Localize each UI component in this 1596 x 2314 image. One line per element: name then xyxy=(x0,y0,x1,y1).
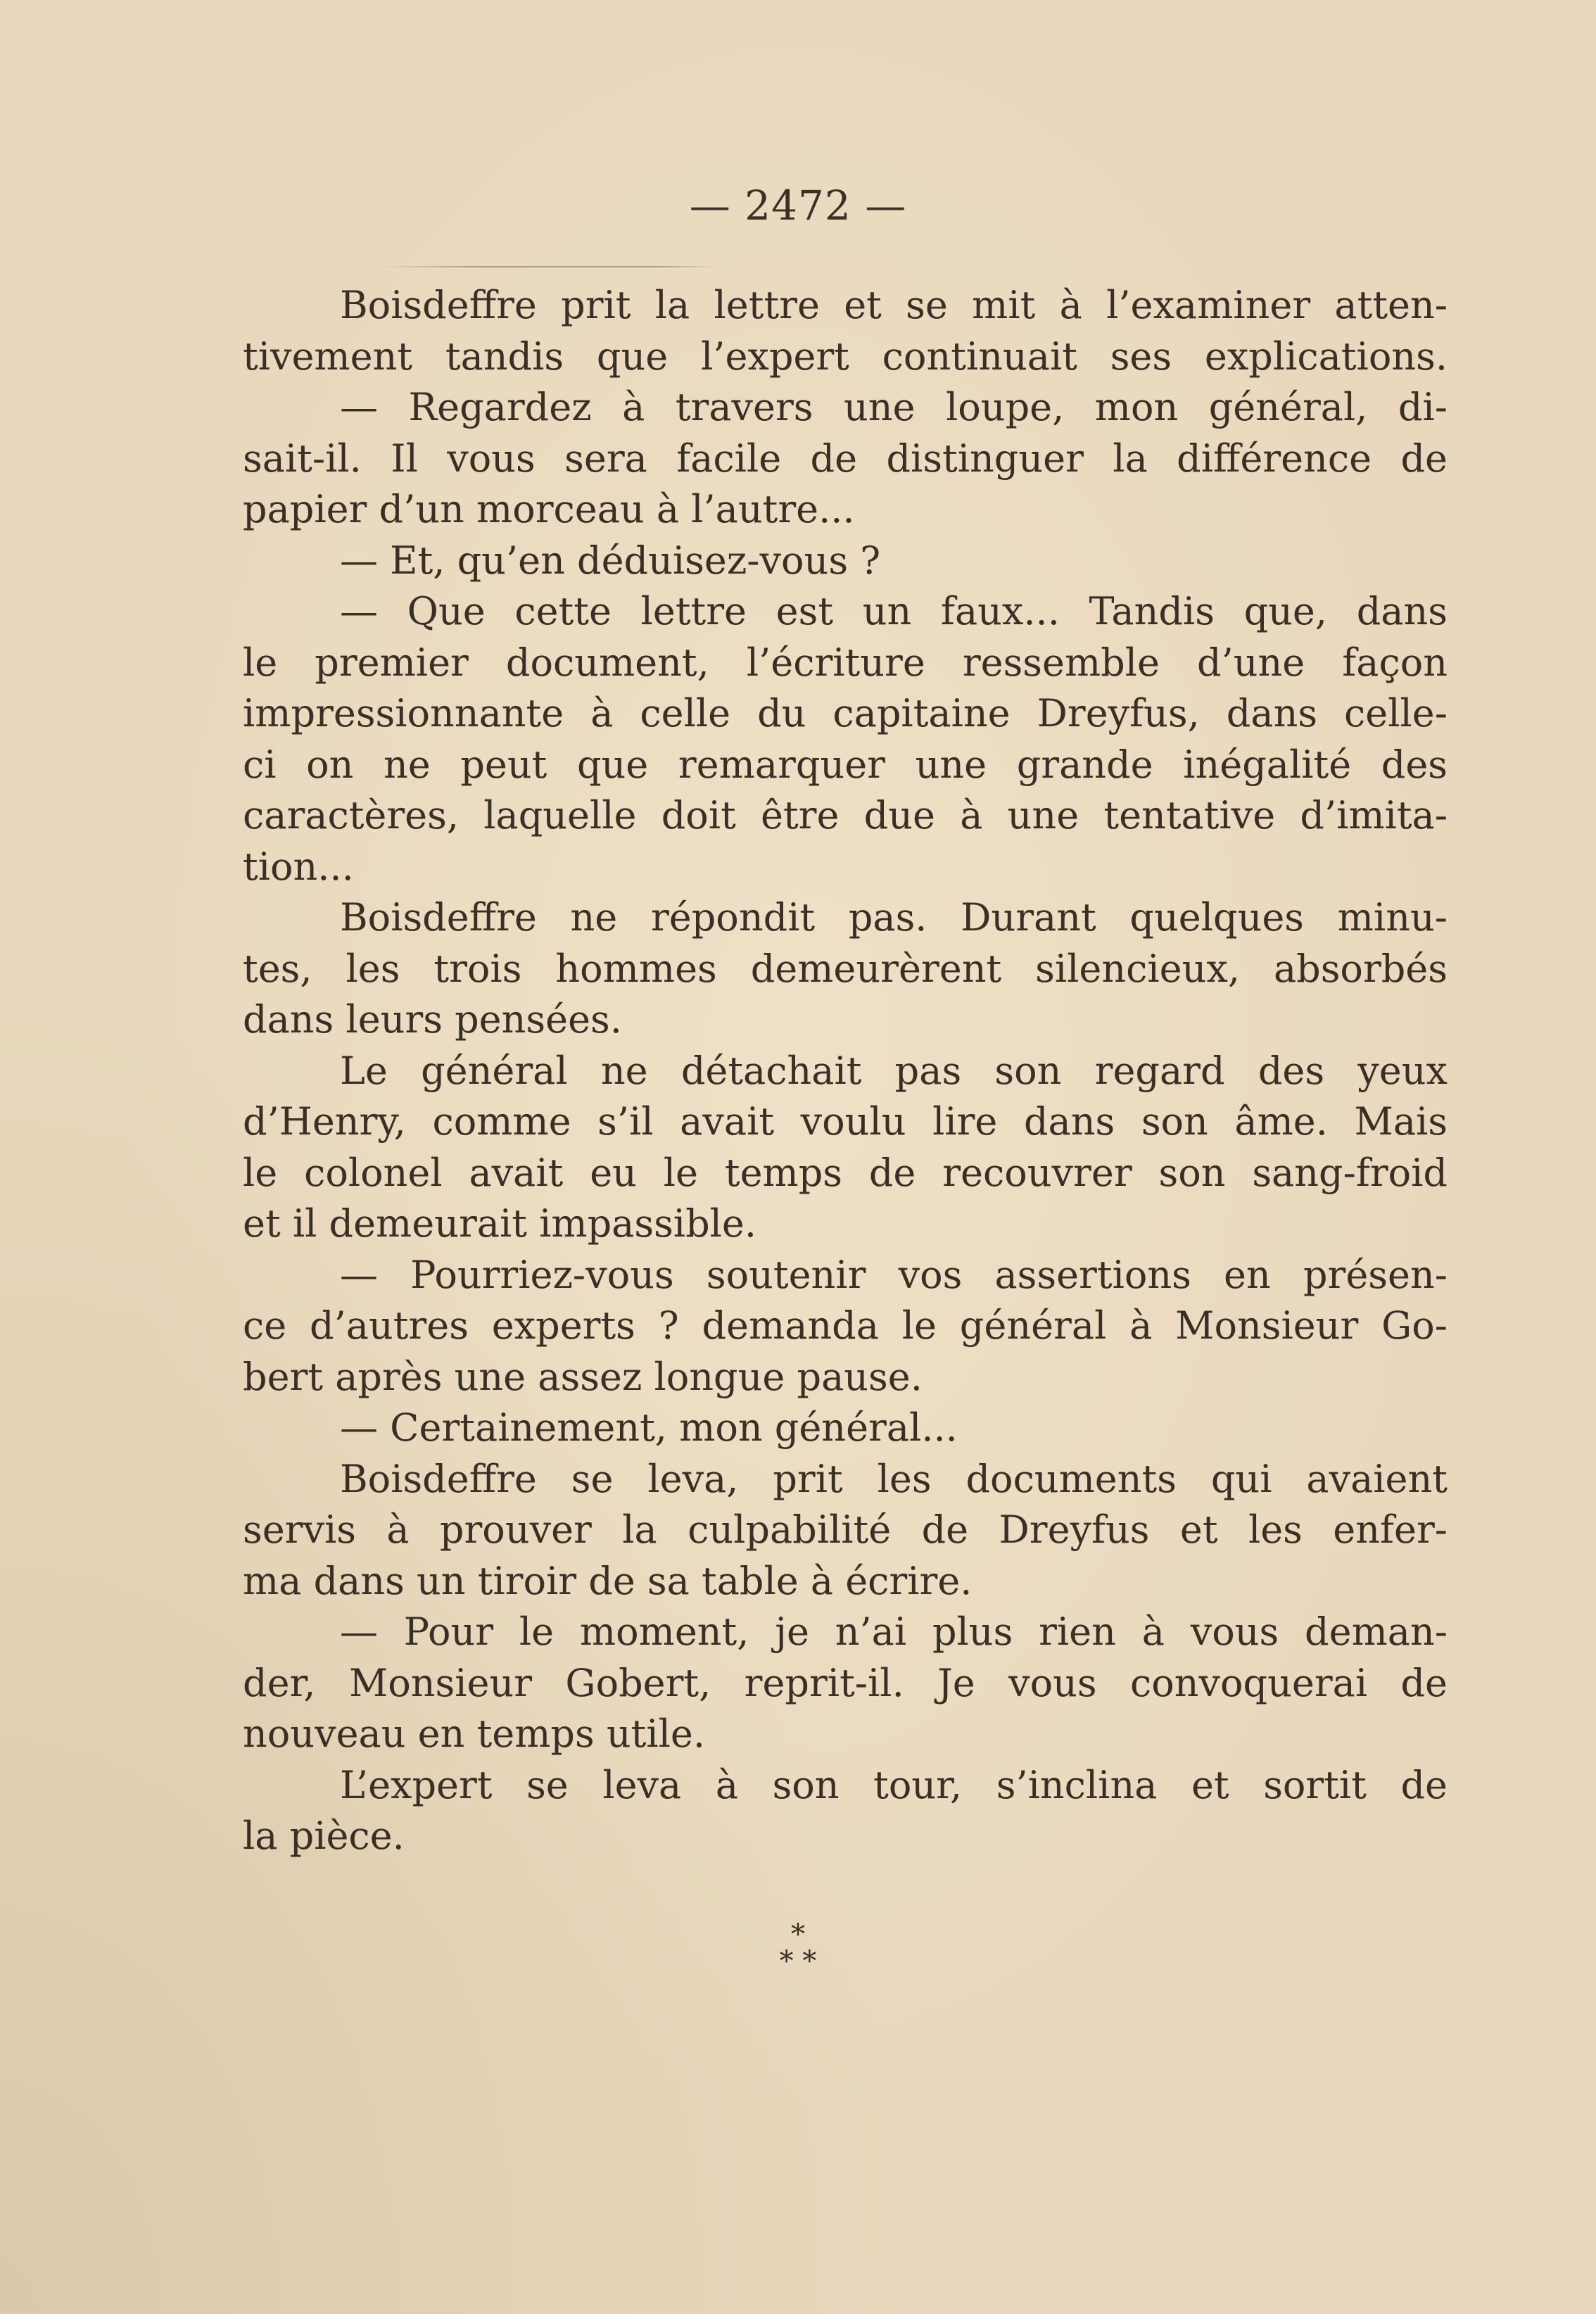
text-line: Boisdeffre ne répondit pas. Durant quelques minu- xyxy=(340,895,1448,940)
text-line: la pièce. xyxy=(243,1814,405,1858)
text-line: Boisdeffre se leva, prit les documents qui avaient xyxy=(340,1456,1448,1501)
text-line: — Pour le moment, je n’ai plus rien à vous deman- xyxy=(340,1610,1448,1654)
text-line: Le général ne détachait pas son regard des yeux xyxy=(340,1048,1448,1093)
header-rule xyxy=(380,266,718,267)
page-number: — 2472 — xyxy=(689,182,907,229)
text-line: ma dans un tiroir de sa table à écrire. xyxy=(243,1558,973,1603)
text-line: — Certainement, mon général... xyxy=(340,1405,958,1450)
text-line: tes, les trois hommes demeurèrent silencieux, absorbés xyxy=(243,946,1448,991)
text-line: bert après une assez longue pause. xyxy=(243,1354,923,1399)
text-line: Boisdeffre prit la lettre et se mit à l’examiner atten- xyxy=(340,283,1448,327)
text-line: sait-il. Il vous sera facile de distinguer la différence de xyxy=(243,436,1448,481)
text-line: ce d’autres experts ? demanda le général à Monsieur Go- xyxy=(243,1303,1448,1348)
text-line: papier d’un morceau à l’autre... xyxy=(243,487,855,531)
text-line: — Regardez à travers une loupe, mon général, di- xyxy=(340,385,1448,429)
asterism-row: * xyxy=(791,1918,805,1951)
text-line: tion... xyxy=(243,844,354,889)
text-line: impressionnante à celle du capitaine Dreyfus, dans celle- xyxy=(243,691,1448,735)
text-line: d’Henry, comme s’il avait voulu lire dans son âme. Mais xyxy=(243,1099,1448,1144)
text-line: servis à prouver la culpabilité de Dreyfus et les enfer- xyxy=(243,1507,1448,1552)
text-line: dans leurs pensées. xyxy=(243,997,622,1042)
section-break-asterism xyxy=(0,1918,1596,1978)
text-line: — Que cette lettre est un faux... Tandis que, dans xyxy=(340,589,1448,633)
text-line: le colonel avait eu le temps de recouvrer son sang-froid xyxy=(243,1150,1448,1195)
asterism-row: * * xyxy=(779,1945,817,1978)
body-text xyxy=(243,280,1448,1862)
text-line: der, Monsieur Gobert, reprit-il. Je vous convoquerai de xyxy=(243,1660,1448,1705)
text-line: — Et, qu’en déduisez-vous ? xyxy=(340,538,881,583)
text-line: ci on ne peut que remarquer une grande inégalité des xyxy=(243,742,1448,787)
text-line: L’expert se leva à son tour, s’inclina et sortit de xyxy=(340,1762,1448,1807)
text-line: le premier document, l’écriture ressemble d’une façon xyxy=(243,640,1448,685)
text-line: tivement tandis que l’expert continuait ses explications. xyxy=(243,334,1448,379)
text-line: caractères, laquelle doit être due à une tentative d’imita- xyxy=(243,793,1448,837)
text-line: et il demeurait impassible. xyxy=(243,1201,757,1246)
text-line: — Pourriez-vous soutenir vos assertions en présen- xyxy=(340,1252,1448,1297)
text-line: nouveau en temps utile. xyxy=(243,1712,706,1756)
